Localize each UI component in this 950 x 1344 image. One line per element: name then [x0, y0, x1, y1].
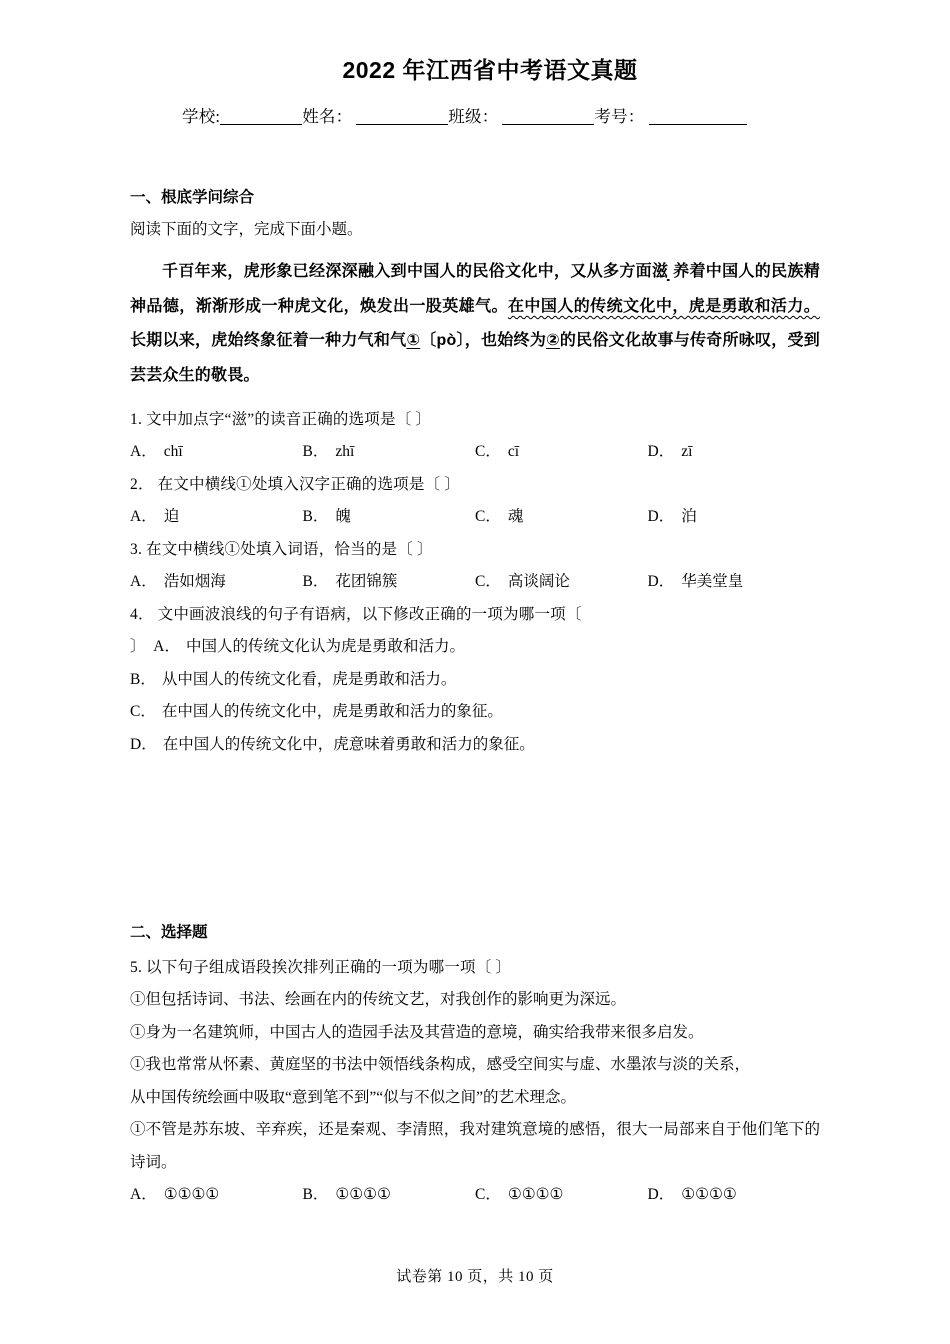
question-4-option-b[interactable]: [130, 664, 820, 697]
question-3-options: [130, 566, 820, 599]
question-5-text: 以下句子组成语段挨次排列正确的一项为哪一项〔 〕: [146, 958, 512, 976]
passage-part-4: 〔pò〕，也始终为: [420, 332, 547, 350]
option-text: cī: [507, 443, 520, 461]
option-label: D．: [130, 736, 157, 753]
option-text: 迫: [163, 508, 180, 526]
option-label: B．: [302, 508, 329, 526]
question-5-option-d[interactable]: [648, 1179, 821, 1212]
question-5-item: ①我也常常从怀素、黄庭坚的书法中领悟线条构成，感受空间实与虚、水墨浓与淡的关系，: [130, 1056, 751, 1074]
class-label: 班级：: [448, 107, 499, 126]
question-2-number: 2．: [130, 475, 154, 493]
question-3-option-a[interactable]: [130, 566, 303, 599]
option-label: B．: [302, 573, 329, 591]
section-two-heading: 二、选择题: [130, 923, 208, 941]
option-text: 在中国人的传统文化中，虎是勇敢和活力的象征。: [161, 703, 503, 721]
option-label: C．: [475, 1186, 501, 1204]
question-5-option-c[interactable]: [475, 1179, 648, 1212]
option-text: 高谈阔论: [507, 573, 570, 591]
section-one-heading: 一、根底学问综合: [130, 189, 255, 206]
option-text: ①①①①: [163, 1186, 220, 1204]
name-blank[interactable]: [356, 124, 448, 125]
option-text: zī: [681, 443, 693, 461]
option-text: 华美堂皇: [681, 573, 744, 591]
option-label: A．: [153, 638, 180, 656]
option-label: C．: [130, 703, 156, 721]
question-5-option-b[interactable]: [303, 1179, 476, 1212]
option-text: 花团锦簇: [335, 573, 398, 591]
question-2-option-c[interactable]: [475, 501, 648, 534]
option-text: ①①①①: [681, 1186, 737, 1204]
question-1-text: 文中加点字“滋”的读音正确的选项是〔 〕: [146, 410, 432, 428]
passage-wavy-sentence: 在中国人的传统文化中，虎是勇敢和活力。: [507, 297, 820, 315]
section-one-lead: 阅读下面的文字，完成下面小题。: [130, 221, 363, 238]
identity-header: [130, 103, 820, 127]
question-2-option-d[interactable]: [648, 501, 821, 534]
page-title: 2022 年江西省中考语文真题: [342, 57, 638, 83]
question-2-options: [130, 501, 820, 534]
question-3-option-b[interactable]: [303, 566, 476, 599]
question-5-item: 从中国传统绘画中吸取“意到笔不到”“似与不似之间”的艺术理念。: [130, 1088, 577, 1106]
question-3-text: 在文中横线①处填入词语，恰当的是〔 〕: [146, 540, 433, 558]
question-4-text: 文中画波浪线的句子有语病，以下修改正确的一项为哪一项〔: [157, 605, 582, 623]
question-2-text: 在文中横线①处填入汉字正确的选项是〔 〕: [157, 475, 461, 493]
question-4-number: 4．: [130, 605, 154, 623]
option-text: chī: [163, 443, 183, 461]
question-4-option-a[interactable]: [130, 631, 820, 664]
option-label: C．: [475, 508, 501, 526]
passage-part-3: 长期以来，虎始终象征着一种力气和气: [130, 332, 407, 350]
option-label: D．: [647, 443, 675, 461]
page-footer: 试卷第 10 页，共 10 页: [396, 1269, 554, 1285]
question-4-stem: [130, 599, 820, 632]
section-two: [130, 920, 820, 1212]
option-text: 浩如烟海: [163, 573, 226, 591]
question-2-option-b[interactable]: [303, 501, 476, 534]
option-text: ①①①①: [335, 1186, 391, 1204]
option-label: C．: [475, 443, 501, 461]
question-1-options: [130, 436, 820, 469]
option-text: 魄: [335, 508, 351, 526]
blank-marker-2: ②: [546, 332, 560, 350]
option-text: ①①①①: [507, 1186, 564, 1204]
question-3-stem: [130, 534, 820, 567]
passage-part-1: 千百年来，虎形象已经深深融入到中国人的民俗文化中，又从多方面滋: [162, 263, 669, 281]
option-label: D．: [647, 573, 675, 591]
option-text: 魂: [507, 508, 524, 526]
question-4-option-c[interactable]: [130, 696, 820, 729]
question-5-number: 5.: [130, 958, 143, 976]
option-label: D．: [647, 1186, 675, 1204]
question-3-number: 3.: [130, 540, 143, 558]
question-1-number: 1.: [130, 410, 143, 428]
exam-no-label: 考号：: [594, 107, 645, 126]
exam-no-blank[interactable]: [649, 124, 747, 125]
question-5-stem: [130, 952, 820, 985]
question-4-option-d[interactable]: [130, 729, 820, 762]
option-text: 中国人的传统文化认为虎是勇敢和活力。: [185, 638, 465, 656]
question-5-item: ①但包括诗词、书法、绘画在内的传统文艺，对我创作的影响更为深远。: [130, 991, 627, 1009]
option-label: C．: [475, 573, 501, 591]
question-1-option-a[interactable]: [130, 436, 303, 469]
passage-part-5: 的民俗文化故事与传奇所咏叹，受到芸芸众生的敬畏。: [130, 332, 821, 384]
name-label: 姓名：: [302, 107, 353, 126]
question-2-option-a[interactable]: [130, 501, 303, 534]
question-1-option-b[interactable]: [303, 436, 476, 469]
option-text: 泊: [681, 508, 697, 526]
question-5-item: ①不管是苏东坡、辛弃疾，还是秦观、李清照，我对建筑意境的感悟，很大一局部来自于他们笔下的诗词。: [130, 1121, 820, 1171]
option-label: A．: [130, 1186, 157, 1204]
question-1-option-d[interactable]: [648, 436, 821, 469]
question-3-option-c[interactable]: [475, 566, 648, 599]
question-1-option-c[interactable]: [475, 436, 648, 469]
question-5-item: ①身为一名建筑师，中国古人的造园手法及其营造的意境，确实给我带来很多启发。: [130, 1023, 704, 1041]
section-spacer: [130, 762, 820, 840]
school-blank[interactable]: [220, 124, 302, 125]
option-text: zhī: [335, 443, 355, 461]
question-5-options: [130, 1179, 820, 1212]
option-label: B．: [302, 443, 329, 461]
passage-part-2: 养着中国人的民族精神品德，渐渐形成一种虎文化，焕发出一股英雄气。: [130, 263, 820, 315]
question-1-stem: [130, 404, 820, 437]
blank-marker-1: ①: [406, 332, 421, 350]
option-label: A．: [130, 443, 157, 461]
option-text: 从中国人的传统文化看，虎是勇敢和活力。: [161, 670, 457, 688]
option-label: A．: [130, 508, 157, 526]
section-one: [130, 185, 820, 762]
question-4-bracket-close: 〕: [130, 638, 146, 656]
option-label: B．: [130, 670, 156, 688]
option-label: D．: [647, 508, 675, 526]
question-3-option-d[interactable]: [648, 566, 821, 599]
question-2-stem: [130, 469, 820, 502]
class-blank[interactable]: [502, 124, 594, 125]
school-label: 学校:: [182, 107, 221, 126]
option-label: A．: [130, 573, 157, 591]
reading-passage: [130, 255, 820, 393]
option-text: 在中国人的传统文化中，虎意味着勇敢和活力的象征。: [162, 736, 535, 753]
option-label: B．: [302, 1186, 329, 1204]
question-5-option-a[interactable]: [130, 1179, 303, 1212]
